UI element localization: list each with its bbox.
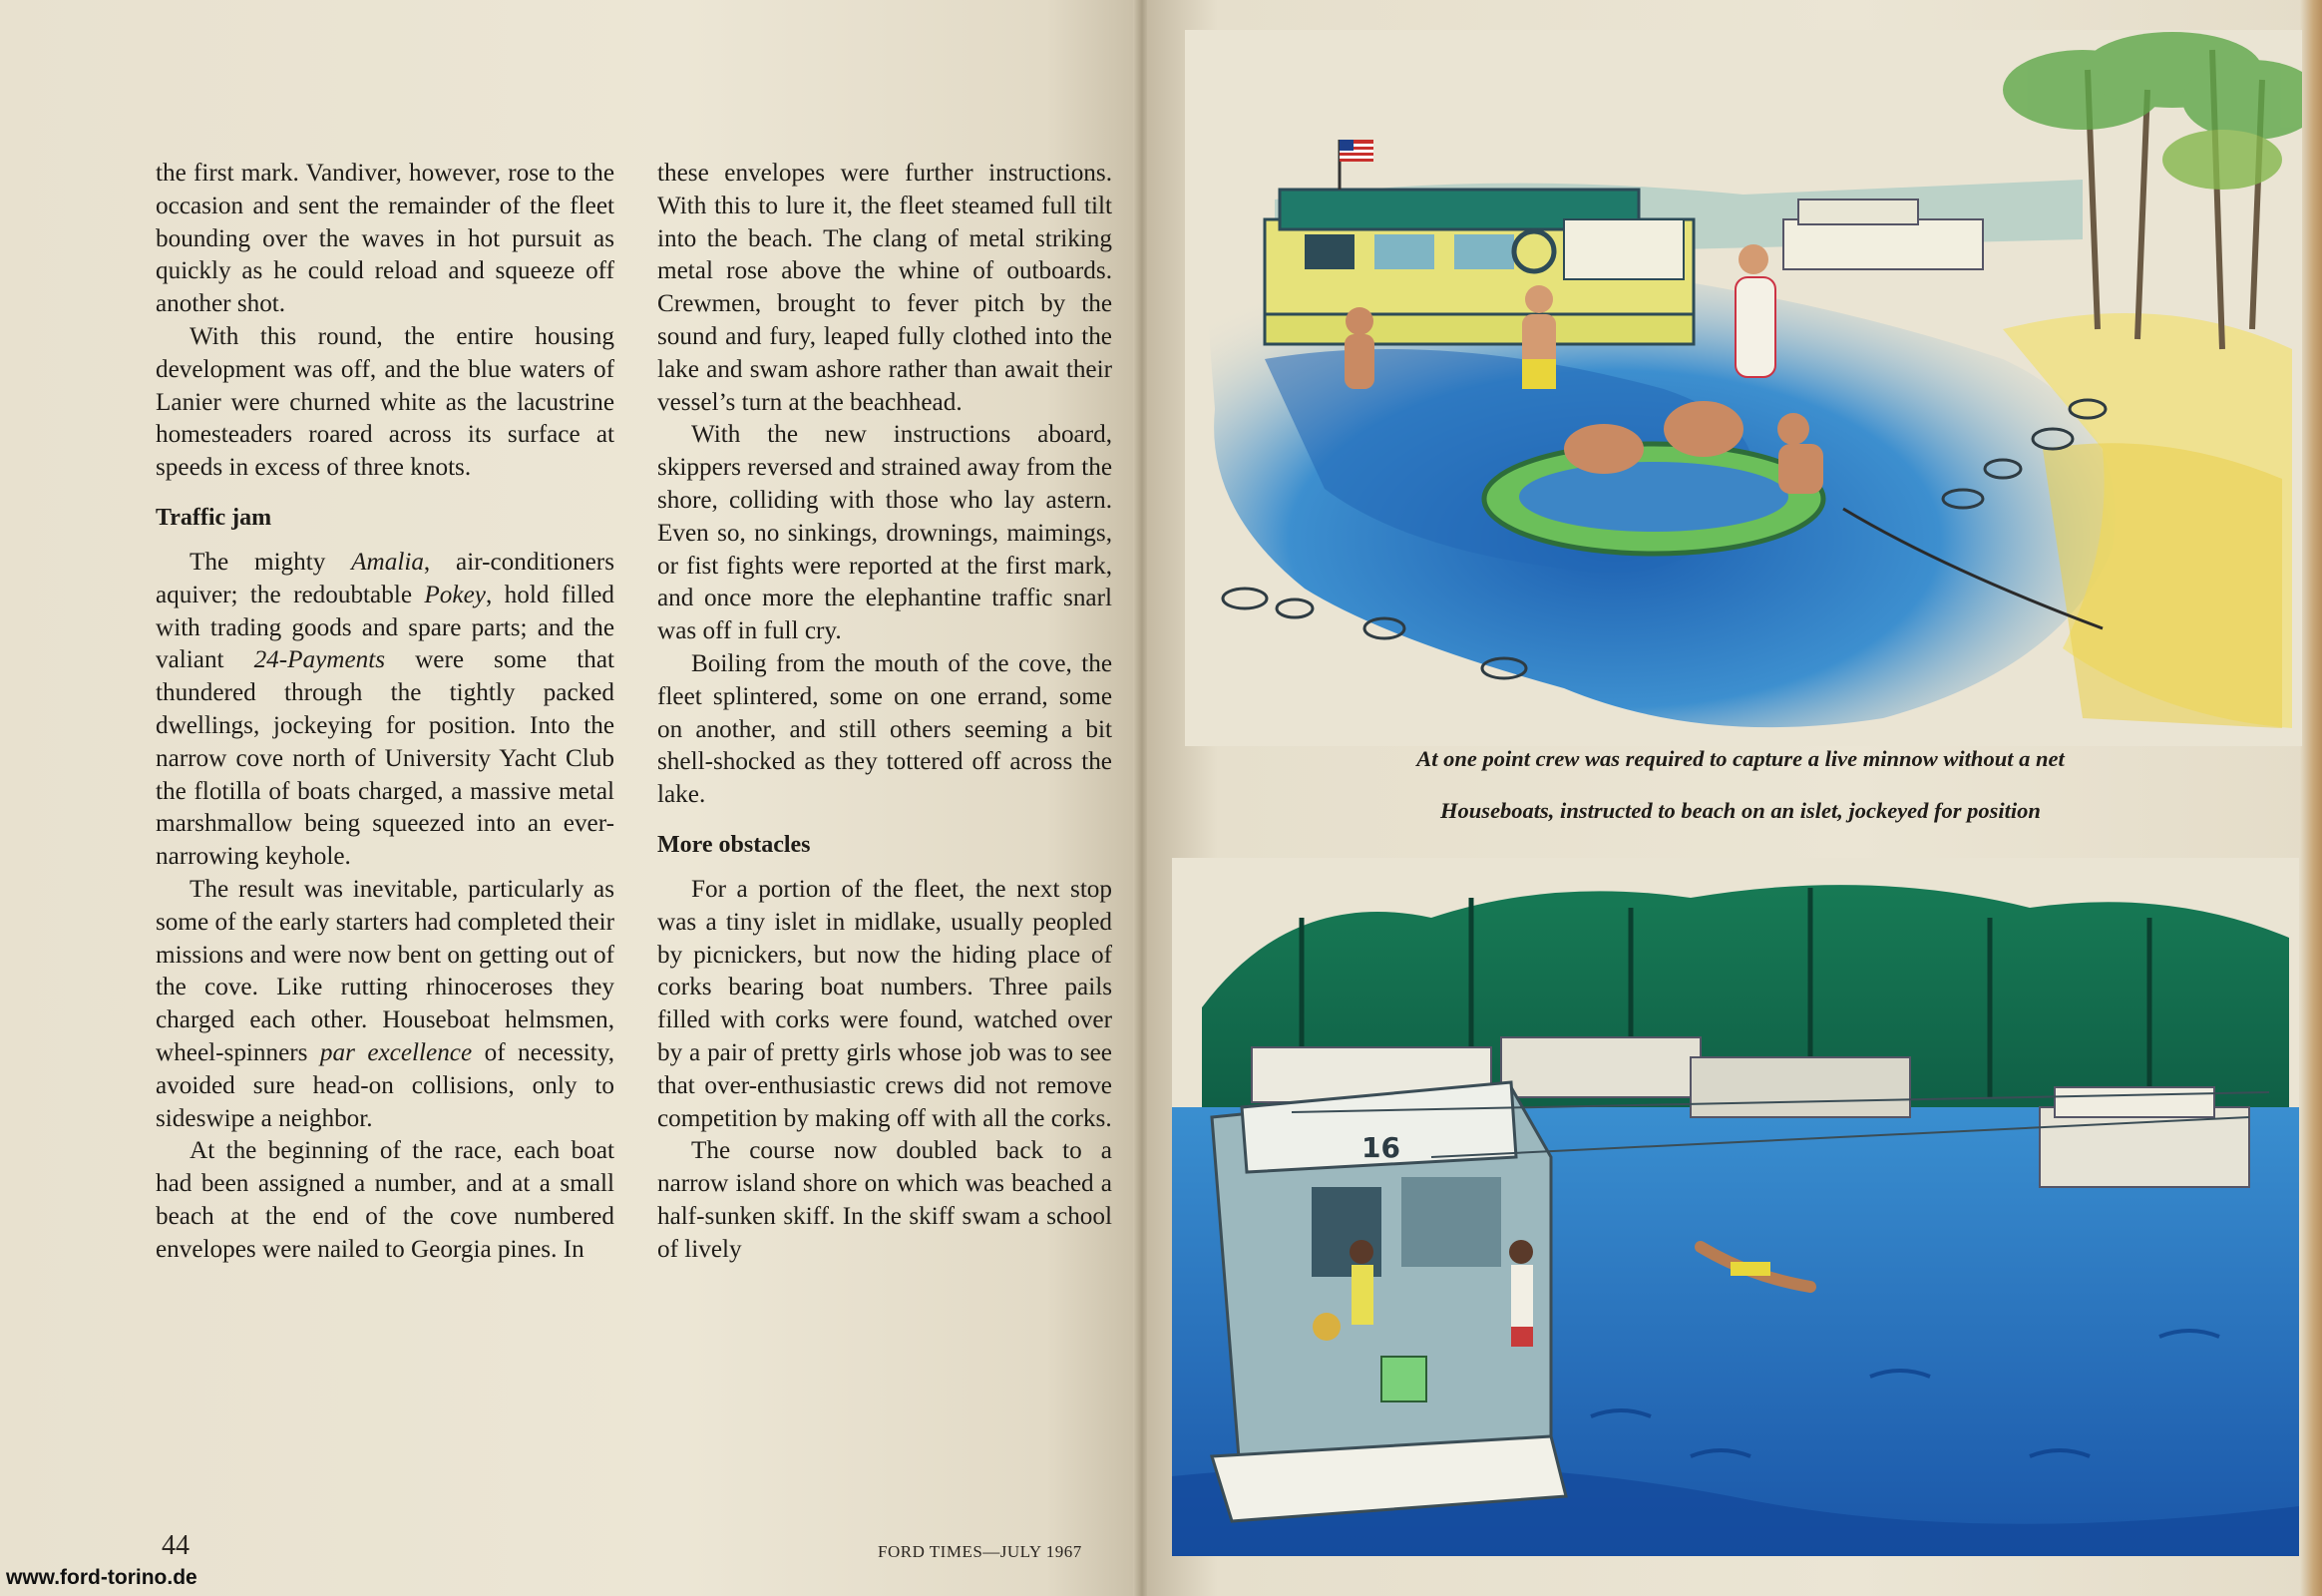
- text-column-1: [156, 158, 614, 1267]
- illustration-minnow-capture: [1185, 30, 2302, 746]
- running-footer: FORD TIMES—JULY 1967: [878, 1542, 1082, 1561]
- page-edge: [2300, 0, 2322, 1596]
- paragraph: With this round, the entire housing development was off, and the blue waters of Lanier were churned white as the lacustrine homesteaders roared across its surface at speeds in excess of three knots.: [156, 322, 614, 482]
- paragraph: Boiling from the mouth of the cove, the fleet splintered, some on one errand, some on another, and still others seeming a bit shell-shocked as they tottered off across the lake.: [657, 649, 1112, 809]
- paragraph: The mighty Amalia, air-conditioners aquiver; the redoubtable Pokey, hold filled with trading goods and spare parts; and the valiant 24-Payments were some that thundered through the tightly packed dwellings, jockeying for position. Into the narrow cove north of University Yacht Club the flotilla of boats charged, a massive metal marshmallow being squeezed into an ever-narrowing keyhole.: [156, 548, 615, 871]
- paragraph: With the new instructions aboard, skippers reversed and strained away from the shore, colliding with those who lay astern. Even so, no sinkings, drownings, maimings, or fist fights were reported at the first mark, and once more the elephantine traffic snarl was off in full cry.: [657, 421, 1113, 645]
- page-number: 44: [162, 1530, 190, 1561]
- watercolor-beach-scene: [1185, 30, 2302, 746]
- boat-number-label: 16: [1361, 1131, 1400, 1164]
- houseboat: [1265, 190, 1694, 344]
- paragraph: these envelopes were further instructions. With this to lure it, the fleet steamed full tilt into the beach. The clang of metal striking metal rose above the whine of outboards. Crewmen, brought to fever pitch by the sound and fury, leaped fully clothed into the lake and swam ashore rather than await their vessel’s turn at the beachhead.: [657, 160, 1112, 416]
- paragraph: The course now doubled back to a narrow island shore on which was beached a half-sunken skiff. In the skiff swam a school of lively: [657, 1137, 1112, 1263]
- paragraph: The result was inevitable, particularly as some of the early starters had completed their missions and were now bent on getting out of the cove. Like rutting rhinoceroses they charged each other. Houseboat helmsmen, wheel-spinners par excellence of necessity, avoided sure head-on collisions, only to sideswipe a neighbor.: [156, 875, 614, 1132]
- watercolor-houseboat-scene: [1172, 858, 2299, 1556]
- boat-name-pokey: Pokey: [424, 581, 486, 608]
- boat-name-amalia: Amalia: [351, 548, 424, 576]
- section-heading-more-obstacles: More obstacles: [657, 831, 811, 858]
- paragraph: For a portion of the fleet, the next stop was a tiny islet in midlake, usually peopled by picnickers, but now the hiding place of corks bearing boat numbers. Three pails filled with corks were found, watched over by a pair of pretty girls whose job was to see that over-enthusiastic crews did not remove competition by making off with all the corks.: [657, 875, 1112, 1132]
- paragraph: the first mark. Vandiver, however, rose to the occasion and sent the remainder of the fleet bounding over the waves in hot pursuit as quickly as he could reload and squeeze off another shot.: [156, 160, 614, 318]
- caption-minnow: At one point crew was required to capture a live minnow without a net: [1416, 746, 2065, 771]
- boat-name-24-payments: 24-Payments: [253, 646, 386, 674]
- section-heading-traffic-jam: Traffic jam: [156, 504, 272, 531]
- illustration-houseboats-islet: [1172, 858, 2299, 1556]
- watermark-url[interactable]: www.ford-torino.de: [6, 1566, 197, 1589]
- paragraph: At the beginning of the race, each boat had been assigned a number, and at a small beach at the end of the cove numbered envelopes were nailed to Georgia pines. In: [156, 1137, 614, 1263]
- text-column-2: [657, 158, 1112, 1267]
- caption-houseboats: Houseboats, instructed to beach on an islet, jockeyed for position: [1440, 798, 2041, 823]
